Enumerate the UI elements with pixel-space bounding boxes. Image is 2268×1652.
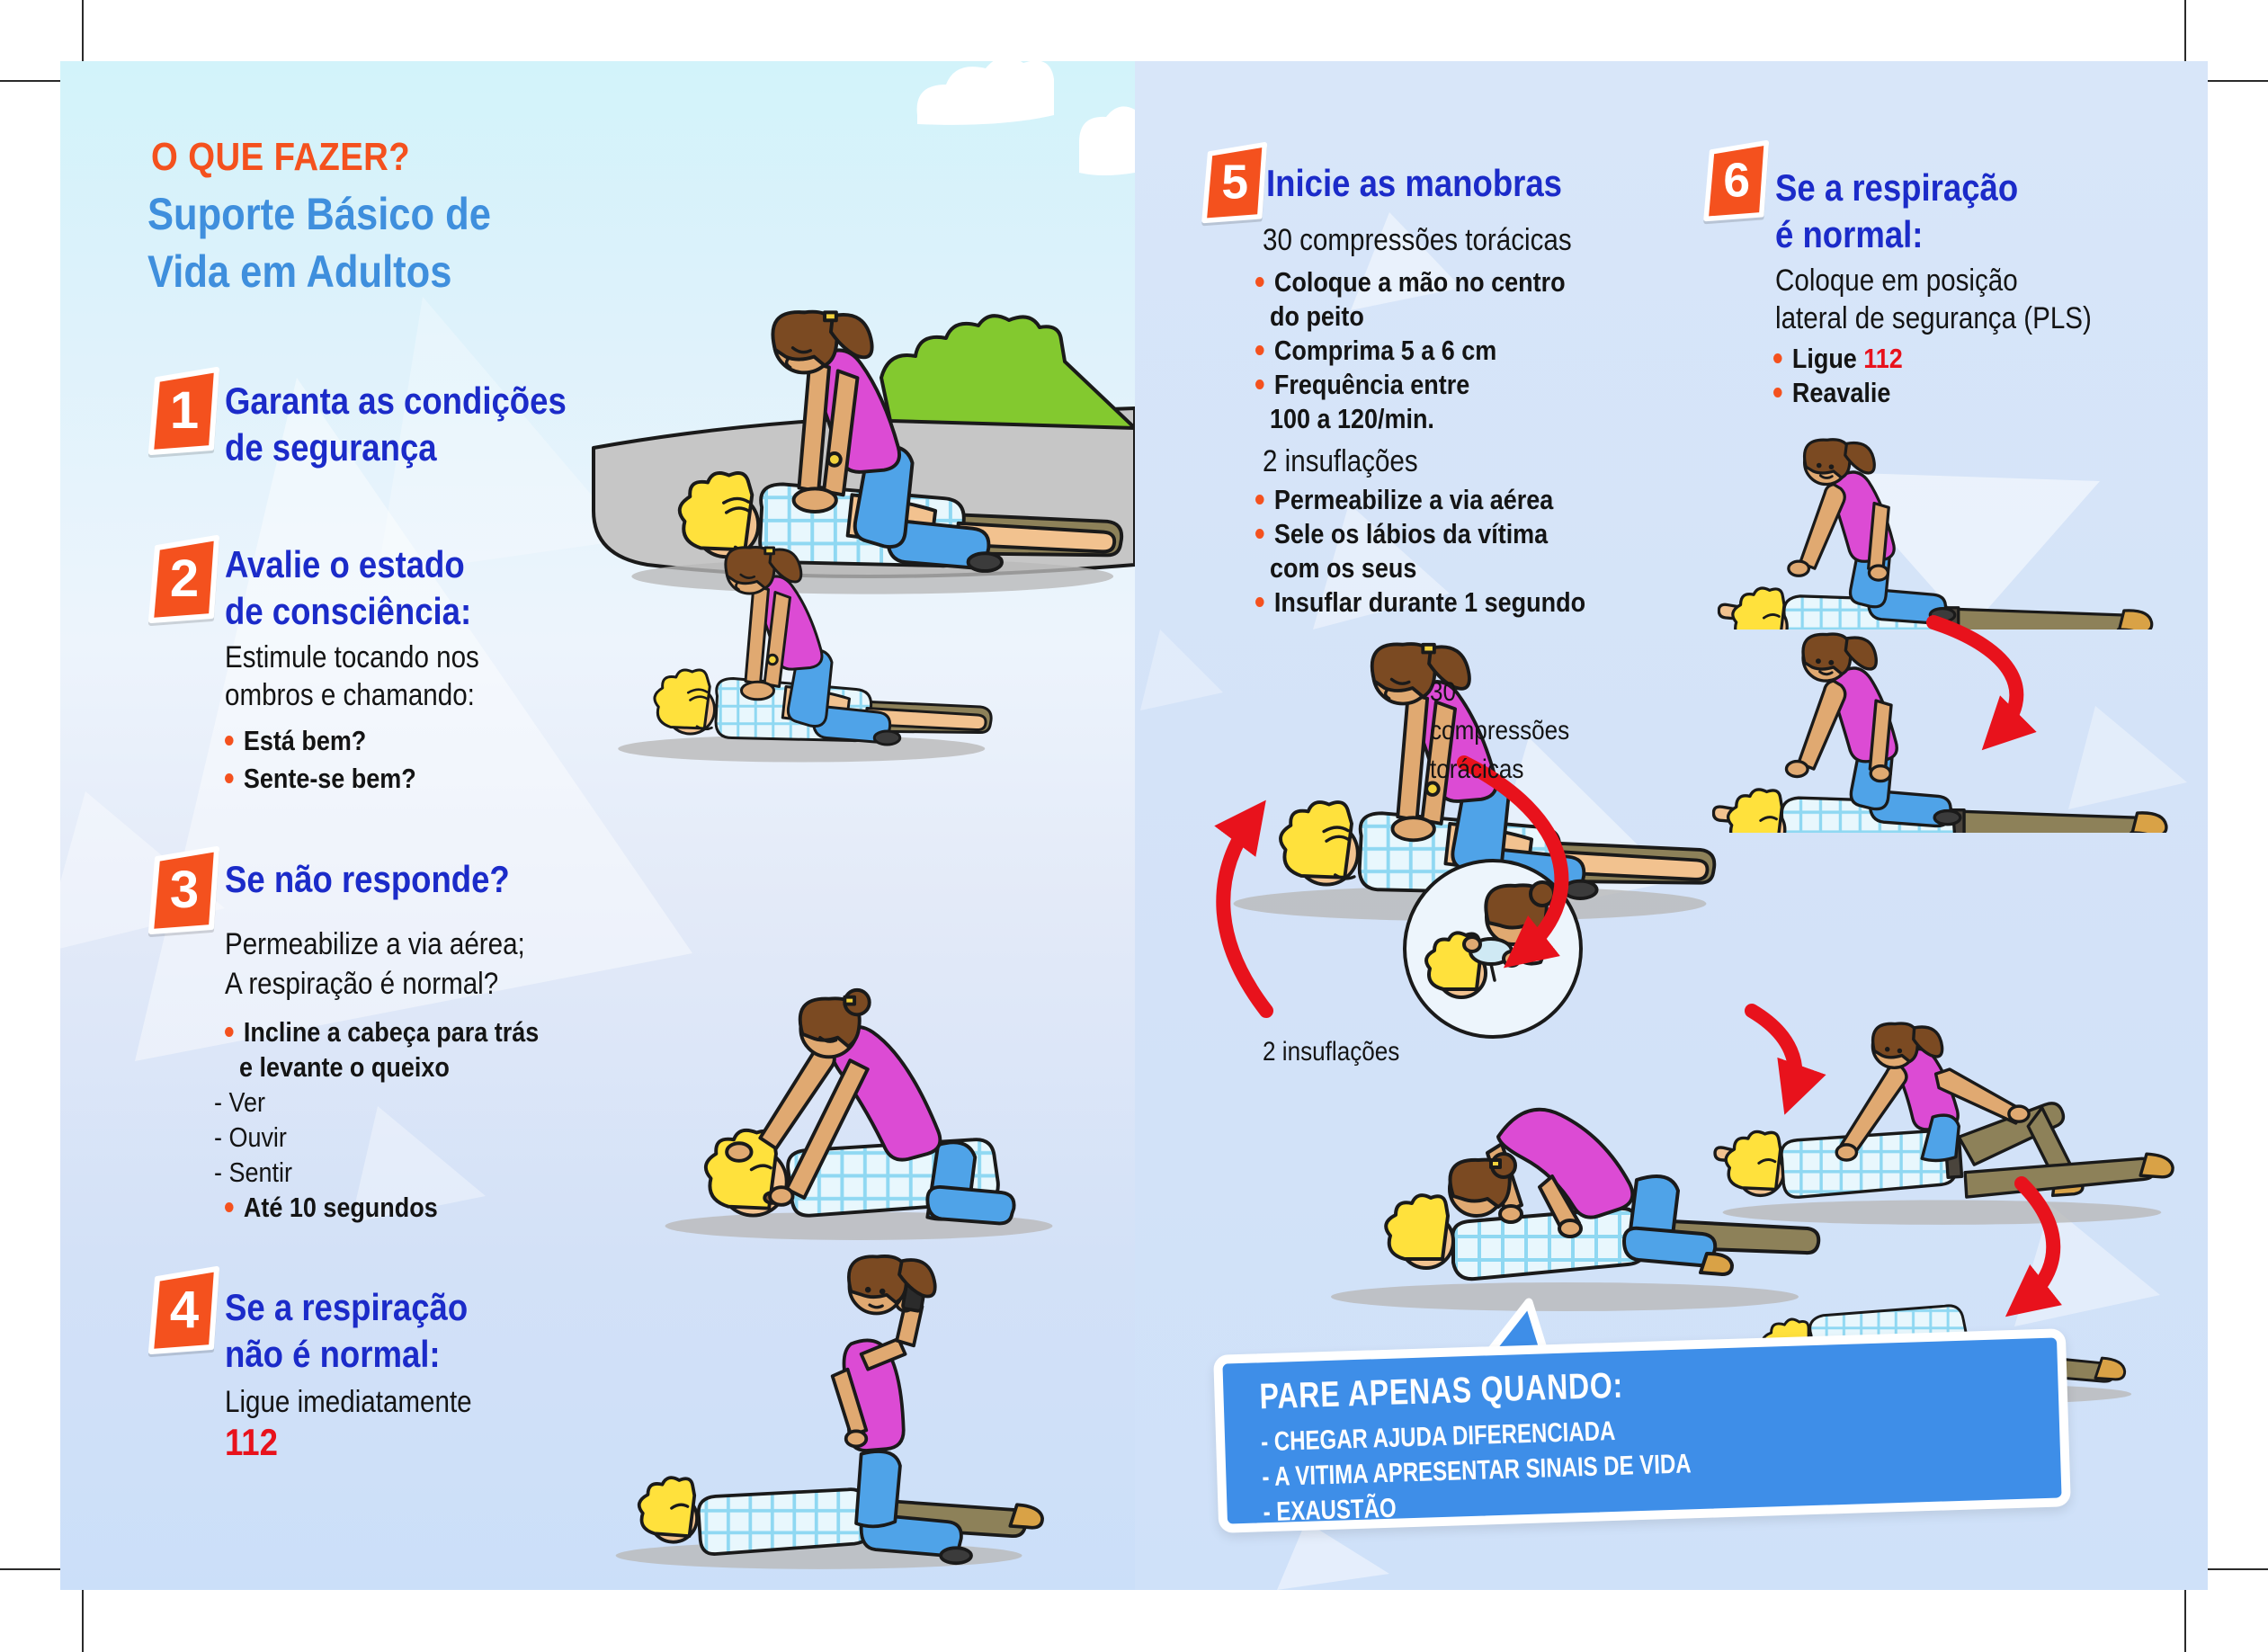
bullet-dot-icon [225, 736, 234, 746]
cycle-insufflations-label: 2 insuflações [1263, 1037, 1400, 1067]
bullet-dot-icon [1255, 345, 1264, 355]
bullet-item [1255, 484, 1553, 516]
bullet-continuation: e levante o queixo [239, 1051, 450, 1083]
crop-mark [2201, 1568, 2268, 1570]
bullet-item [1255, 369, 1469, 401]
bullet-item [1773, 377, 1890, 409]
step-3-body-line2: A respiração é normal? [225, 967, 499, 1001]
crop-mark [2201, 80, 2268, 82]
step-4-badge [147, 1266, 225, 1356]
bullet-continuation: com os seus [1270, 552, 1417, 584]
bullet-item [1255, 266, 1566, 299]
bullet-item [1255, 586, 1585, 619]
kicker-title: O QUE FAZER? [151, 135, 411, 179]
bullet-text: Ligue [1791, 343, 1864, 374]
illustration-cpr-outdoor-scene [576, 61, 1135, 601]
crop-mark [0, 80, 67, 82]
bullet-dot-icon [225, 1027, 234, 1037]
bullet-item [225, 763, 416, 795]
bullet-text: Sele os lábios da vítima [1273, 518, 1549, 549]
step-2-heading-line2: de consciência: [225, 590, 472, 632]
step-5-badge [1201, 142, 1272, 225]
cycle-compressions-label [1430, 673, 1569, 789]
illustration-breath-closeup-inset [1398, 854, 1587, 1043]
step-6-body-line1: Coloque em posição [1775, 263, 2018, 298]
step-6-body-line2: lateral de segurança (PLS) [1775, 301, 2092, 335]
step-1-heading-line2: de segurança [225, 426, 437, 469]
bullet-dot-icon [1255, 380, 1264, 389]
bullet-text: Permeabilize a via aérea [1273, 484, 1554, 515]
bullet-dot-icon [1255, 529, 1264, 539]
bullet-dot-icon [1255, 277, 1264, 287]
bullet-item [225, 1016, 539, 1049]
crop-mark [82, 1585, 84, 1652]
illustration-chest-compressions [589, 540, 994, 769]
bullet-item [225, 1192, 438, 1224]
step-3-heading: Se não responde? [225, 858, 510, 900]
illustration-pls-step-3 [1702, 1022, 2197, 1229]
step-2-body-line2: ombros e chamando: [225, 678, 475, 712]
cloud-icon [1079, 106, 1135, 175]
step-2-badge [147, 535, 225, 625]
illustration-pls-step-2 [1702, 628, 2192, 833]
step-6-heading-line1: Se a respiração [1775, 166, 2019, 209]
dash-item: - Ver [214, 1086, 265, 1118]
bullet-text: Comprima 5 a 6 cm [1273, 335, 1497, 366]
step-4-heading [225, 1284, 468, 1378]
bullet-dot-icon [1773, 353, 1782, 363]
bullet-text: Até 10 segundos [243, 1192, 438, 1223]
bullet-item [225, 725, 366, 757]
bullet-continuation: do peito [1270, 300, 1364, 332]
crop-mark [2184, 1585, 2186, 1652]
step-2-number: 2 [169, 549, 200, 608]
bubble-item: - EXAUSTÃO [1263, 1493, 1397, 1528]
step-3-number: 3 [169, 861, 200, 919]
illustration-call-emergency [607, 1192, 1048, 1581]
step-4-heading-line2: não é normal: [225, 1333, 441, 1375]
step-3-body-line1: Permeabilize a via aérea; [225, 927, 525, 961]
bullet-dot-icon [225, 773, 234, 783]
bubble-title: PARE APENAS QUANDO: [1258, 1365, 1624, 1417]
step-6-heading [1775, 165, 2018, 258]
crop-mark [2184, 0, 2186, 67]
step-3-badge [147, 846, 225, 936]
step-1-badge [147, 367, 225, 457]
bullet-text: Frequência entre [1273, 369, 1470, 400]
step-1-heading [225, 378, 567, 471]
stop-conditions-bubble [1213, 1328, 2071, 1533]
step-4-heading-line1: Se a respiração [225, 1286, 469, 1328]
step-4-body: Ligue imediatamente [225, 1385, 472, 1419]
step-6-badge [1703, 140, 1773, 223]
cycle-label-line2: compressões [1430, 716, 1570, 746]
cloud-icon [917, 61, 1054, 125]
bullet-continuation: 100 a 120/min. [1270, 403, 1434, 434]
crop-mark [82, 0, 84, 67]
main-title [147, 185, 491, 300]
cycle-label-line3: torácicas [1430, 755, 1524, 784]
bubble-item: - CHEGAR AJUDA DIFERENCIADA [1260, 1415, 1616, 1458]
step-5-heading: Inicie as manobras [1266, 162, 1563, 204]
step-4-number: 4 [169, 1281, 200, 1339]
bullet-text: Sente-se bem? [243, 763, 416, 794]
step-1-number: 1 [169, 381, 200, 440]
step-3-body [225, 924, 525, 1004]
step-6-body [1775, 262, 2092, 337]
step-5-subheading-compressions: 30 compressões torácicas [1263, 223, 1572, 257]
dash-item: - Sentir [214, 1156, 292, 1188]
bullet-text: Reavalie [1791, 377, 1891, 408]
step-5-subheading-breaths: 2 insuflações [1263, 444, 1418, 478]
main-title-line2: Vida em Adultos [147, 246, 452, 297]
emergency-number: 112 [225, 1421, 278, 1463]
bush-icon [881, 316, 1135, 428]
bullet-item [1255, 518, 1548, 550]
emergency-number: 112 [1863, 343, 1903, 374]
bubble-item: - A VITIMA APRESENTAR SINAIS DE VIDA [1261, 1449, 1692, 1493]
illustration-pls-step-1 [1709, 433, 2176, 630]
step-2-heading [225, 541, 471, 635]
step-2-body-line1: Estimule tocando nos [225, 640, 479, 674]
bullet-text: Insuflar durante 1 segundo [1273, 586, 1586, 618]
dash-item: - Ouvir [214, 1121, 287, 1153]
main-title-line1: Suporte Básico de [147, 189, 491, 239]
step-6-heading-line2: é normal: [1775, 213, 1924, 255]
bullet-dot-icon [1255, 495, 1264, 505]
cycle-label-line1: 30 [1430, 677, 1457, 707]
bullet-item [1773, 343, 1903, 375]
bullet-dot-icon [225, 1202, 234, 1212]
bullet-text: Incline a cabeça para trás [243, 1016, 540, 1048]
bullet-text: Coloque a mão no centro [1273, 266, 1566, 298]
step-1-heading-line1: Garanta as condições [225, 380, 567, 422]
crop-mark [0, 1568, 67, 1570]
bullet-text: Está bem? [243, 725, 367, 756]
step-5-number: 5 [1221, 156, 1249, 210]
bullet-dot-icon [1773, 388, 1782, 397]
bullet-item [1255, 335, 1496, 367]
step-6-number: 6 [1723, 154, 1751, 208]
bullet-dot-icon [1255, 597, 1264, 607]
step-2-body [225, 638, 479, 714]
step-2-heading-line1: Avalie o estado [225, 543, 465, 585]
